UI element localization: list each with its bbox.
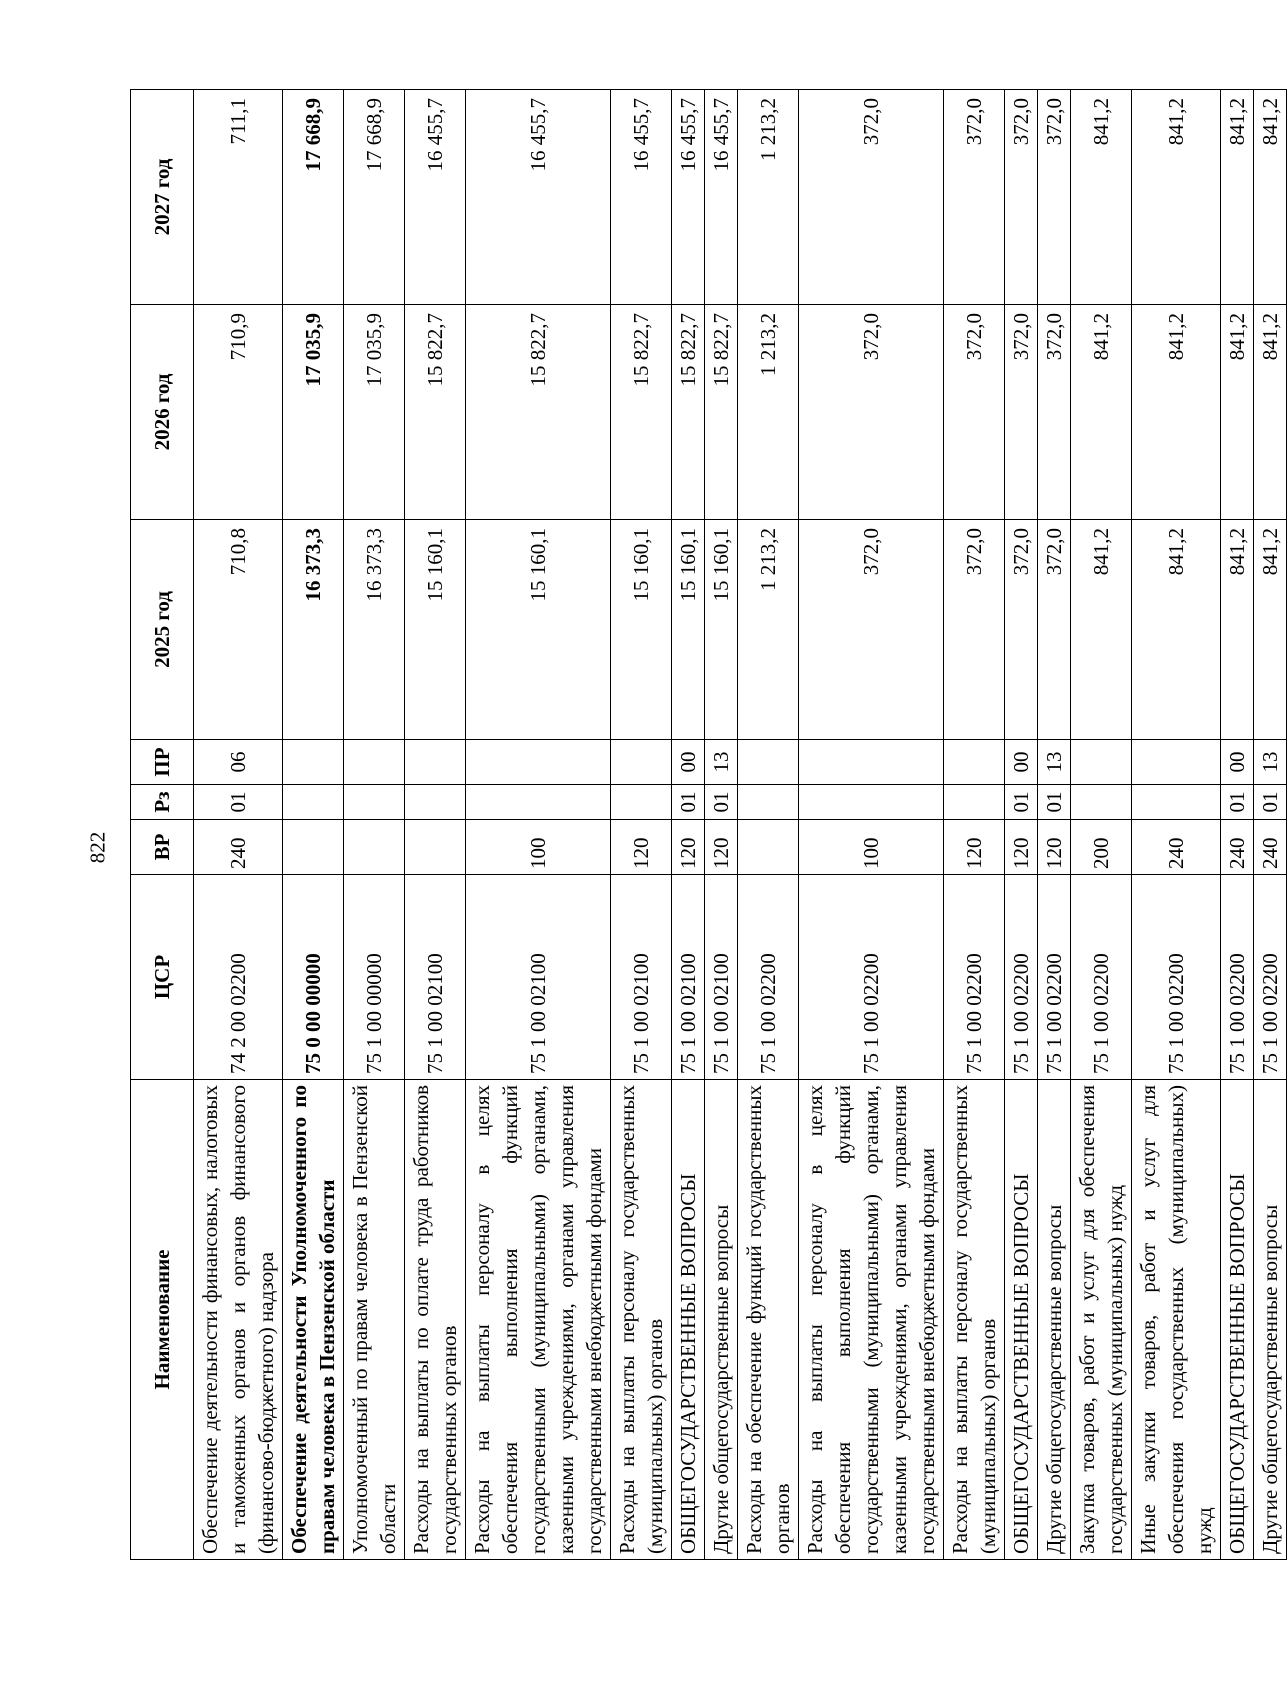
table-cell-2025: 372,0 <box>799 520 944 740</box>
table-cell-pr <box>405 740 466 785</box>
table-cell-csr: 75 1 00 02100 <box>466 875 611 1080</box>
table-cell-2026: 710,9 <box>194 305 283 520</box>
table-cell-vr: 240 <box>1254 820 1287 875</box>
table-cell-rz <box>799 785 944 820</box>
table-cell-name: Расходы на выплаты персоналу в целях обеспечения выполнения функций государственными (муниципальными) органами, казенными учреждениями, органами управления государственными внебюджетными фондами <box>466 1080 611 1560</box>
table-cell-name: Закупка товаров, работ и услуг для обеспечения государственных (муниципальных) нужд <box>1071 1080 1132 1560</box>
table-cell-2025: 710,8 <box>194 520 283 740</box>
table-cell-2027: 841,2 <box>1132 90 1221 305</box>
table-cell-2025: 15 160,1 <box>672 520 705 740</box>
table-cell-rz: 01 <box>1254 785 1287 820</box>
table-row <box>466 90 611 1560</box>
table-cell-2027: 16 455,7 <box>611 90 672 305</box>
table-cell-2027: 841,2 <box>1254 90 1287 305</box>
table-cell-pr <box>611 740 672 785</box>
table-cell-2026: 372,0 <box>799 305 944 520</box>
table-cell-pr <box>944 740 1005 785</box>
table-cell-rz: 01 <box>194 785 283 820</box>
column-header-pr: ПР <box>131 740 194 785</box>
table-cell-rz <box>738 785 799 820</box>
table-cell-2025: 372,0 <box>1005 520 1038 740</box>
table-cell-2026: 1 213,2 <box>738 305 799 520</box>
table-cell-vr: 120 <box>611 820 672 875</box>
table-cell-2026: 841,2 <box>1071 305 1132 520</box>
table-header-row <box>131 90 194 1560</box>
table-cell-rz <box>611 785 672 820</box>
table-cell-rz <box>944 785 1005 820</box>
table-cell-rz <box>1071 785 1132 820</box>
table-cell-2027: 16 455,7 <box>705 90 738 305</box>
table-cell-name: Расходы на обеспечение функций государственных органов <box>738 1080 799 1560</box>
table-cell-pr <box>283 740 344 785</box>
column-header-vr: ВР <box>131 820 194 875</box>
table-cell-rz: 01 <box>1038 785 1071 820</box>
table-cell-rz: 01 <box>1005 785 1038 820</box>
table-cell-name: Расходы на выплаты персоналу государственных (муниципальных) органов <box>611 1080 672 1560</box>
table-cell-csr: 75 1 00 02200 <box>1221 875 1254 1080</box>
table-cell-vr <box>283 820 344 875</box>
table-cell-name: ОБЩЕГОСУДАРСТВЕННЫЕ ВОПРОСЫ <box>672 1080 705 1560</box>
table-cell-rz <box>405 785 466 820</box>
table-cell-2025: 15 160,1 <box>466 520 611 740</box>
table-cell-vr: 120 <box>944 820 1005 875</box>
table-row <box>1071 90 1132 1560</box>
table-cell-2027: 16 455,7 <box>405 90 466 305</box>
table-cell-2027: 16 455,7 <box>466 90 611 305</box>
table-cell-pr <box>466 740 611 785</box>
table-cell-name: Расходы на выплаты по оплате труда работников государственных органов <box>405 1080 466 1560</box>
table-cell-rz: 01 <box>1221 785 1254 820</box>
table-cell-name: Обеспечение деятельности Уполномоченного по правам человека в Пензенской области <box>283 1080 344 1560</box>
table-cell-pr: 00 <box>1005 740 1038 785</box>
table-cell-csr: 75 0 00 00000 <box>283 875 344 1080</box>
table-cell-name: Обеспечение деятельности финансовых, налоговых и таможенных органов и органов финансового (финансово-бюджетного) надзора <box>194 1080 283 1560</box>
table-cell-2027: 841,2 <box>1071 90 1132 305</box>
table-cell-pr: 13 <box>1038 740 1071 785</box>
table-row <box>405 90 466 1560</box>
table-cell-2025: 16 373,3 <box>283 520 344 740</box>
table-cell-csr: 74 2 00 02200 <box>194 875 283 1080</box>
table-cell-name: Расходы на выплаты персоналу государственных (муниципальных) органов <box>944 1080 1005 1560</box>
table-cell-2025: 841,2 <box>1221 520 1254 740</box>
table-cell-vr <box>344 820 405 875</box>
table-cell-pr: 00 <box>672 740 705 785</box>
table-cell-rz: 01 <box>672 785 705 820</box>
table-cell-2025: 841,2 <box>1254 520 1287 740</box>
table-body <box>194 90 1287 1560</box>
column-header-csr: ЦСР <box>131 875 194 1080</box>
table-cell-2026: 17 035,9 <box>283 305 344 520</box>
budget-table <box>130 89 1287 1560</box>
table-row <box>799 90 944 1560</box>
table-cell-2026: 15 822,7 <box>705 305 738 520</box>
table-cell-csr: 75 1 00 02200 <box>1005 875 1038 1080</box>
table-row <box>1254 90 1287 1560</box>
table-cell-2025: 15 160,1 <box>705 520 738 740</box>
table-cell-csr: 75 1 00 02200 <box>944 875 1005 1080</box>
table-cell-2027: 372,0 <box>799 90 944 305</box>
table-cell-2027: 17 668,9 <box>283 90 344 305</box>
table-cell-csr: 75 1 00 02200 <box>738 875 799 1080</box>
table-cell-vr <box>738 820 799 875</box>
table-cell-2025: 15 160,1 <box>611 520 672 740</box>
table-cell-vr: 100 <box>466 820 611 875</box>
table-cell-rz <box>1132 785 1221 820</box>
table-cell-pr <box>799 740 944 785</box>
table-cell-pr: 13 <box>705 740 738 785</box>
column-header-rz: Рз <box>131 785 194 820</box>
table-cell-name: Расходы на выплаты персоналу в целях обеспечения выполнения функций государственными (муниципальными) органами, казенными учреждениями, органами управления государственными внебюджетными фондами <box>799 1080 944 1560</box>
table-cell-name: Другие общегосударственные вопросы <box>705 1080 738 1560</box>
table-cell-2025: 372,0 <box>944 520 1005 740</box>
table-cell-vr: 100 <box>799 820 944 875</box>
column-header-2026: 2026 год <box>131 305 194 520</box>
table-row <box>611 90 672 1560</box>
table-cell-vr: 120 <box>672 820 705 875</box>
table-cell-2025: 15 160,1 <box>405 520 466 740</box>
table-row <box>283 90 344 1560</box>
table-row <box>672 90 705 1560</box>
table-cell-2025: 1 213,2 <box>738 520 799 740</box>
table-cell-csr: 75 1 00 02100 <box>405 875 466 1080</box>
table-cell-csr: 75 1 00 02200 <box>1038 875 1071 1080</box>
table-row <box>1005 90 1038 1560</box>
table-cell-pr <box>344 740 405 785</box>
table-cell-name: ОБЩЕГОСУДАРСТВЕННЫЕ ВОПРОСЫ <box>1221 1080 1254 1560</box>
table-cell-csr: 75 1 00 02200 <box>1254 875 1287 1080</box>
table-cell-2025: 841,2 <box>1132 520 1221 740</box>
table-cell-pr <box>1132 740 1221 785</box>
table-cell-csr: 75 1 00 00000 <box>344 875 405 1080</box>
table-cell-pr <box>738 740 799 785</box>
table-cell-2025: 372,0 <box>1038 520 1071 740</box>
table-cell-2027: 372,0 <box>1038 90 1071 305</box>
table-row <box>1038 90 1071 1560</box>
table-cell-rz <box>466 785 611 820</box>
table-cell-pr: 13 <box>1254 740 1287 785</box>
table-row <box>1221 90 1254 1560</box>
table-cell-csr: 75 1 00 02100 <box>705 875 738 1080</box>
table-cell-rz <box>344 785 405 820</box>
table-cell-2026: 841,2 <box>1221 305 1254 520</box>
table-cell-csr: 75 1 00 02100 <box>672 875 705 1080</box>
table-cell-2027: 1 213,2 <box>738 90 799 305</box>
table-cell-csr: 75 1 00 02200 <box>1132 875 1221 1080</box>
table-cell-2026: 15 822,7 <box>405 305 466 520</box>
table-row <box>1132 90 1221 1560</box>
column-header-name: Наименование <box>131 1080 194 1560</box>
table-cell-2026: 17 035,9 <box>344 305 405 520</box>
page-number: 822 <box>85 831 110 864</box>
table-cell-2026: 15 822,7 <box>611 305 672 520</box>
table-row <box>738 90 799 1560</box>
table-cell-2026: 15 822,7 <box>466 305 611 520</box>
table-cell-2027: 372,0 <box>944 90 1005 305</box>
table-cell-pr: 00 <box>1221 740 1254 785</box>
table-cell-2026: 372,0 <box>1005 305 1038 520</box>
table-row <box>705 90 738 1560</box>
table-cell-2025: 16 373,3 <box>344 520 405 740</box>
table-cell-vr: 120 <box>1005 820 1038 875</box>
rotated-page-content <box>130 90 1282 1560</box>
table-cell-vr: 240 <box>194 820 283 875</box>
table-row <box>944 90 1005 1560</box>
table-cell-rz: 01 <box>705 785 738 820</box>
table-cell-2027: 841,2 <box>1221 90 1254 305</box>
table-row <box>194 90 283 1560</box>
table-cell-2027: 16 455,7 <box>672 90 705 305</box>
table-cell-name: Уполномоченный по правам человека в Пензенской области <box>344 1080 405 1560</box>
table-cell-2026: 841,2 <box>1132 305 1221 520</box>
table-cell-csr: 75 1 00 02200 <box>799 875 944 1080</box>
table-cell-2027: 372,0 <box>1005 90 1038 305</box>
table-cell-vr: 240 <box>1221 820 1254 875</box>
column-header-2025: 2025 год <box>131 520 194 740</box>
table-row <box>344 90 405 1560</box>
table-cell-pr <box>1071 740 1132 785</box>
table-cell-2025: 841,2 <box>1071 520 1132 740</box>
table-cell-name: Другие общегосударственные вопросы <box>1254 1080 1287 1560</box>
table-cell-2026: 372,0 <box>944 305 1005 520</box>
table-cell-2026: 372,0 <box>1038 305 1071 520</box>
table-cell-csr: 75 1 00 02100 <box>611 875 672 1080</box>
table-cell-vr: 120 <box>1038 820 1071 875</box>
table-cell-name: ОБЩЕГОСУДАРСТВЕННЫЕ ВОПРОСЫ <box>1005 1080 1038 1560</box>
table-cell-vr: 240 <box>1132 820 1221 875</box>
table-cell-2027: 711,1 <box>194 90 283 305</box>
table-cell-vr: 200 <box>1071 820 1132 875</box>
table-cell-vr: 120 <box>705 820 738 875</box>
table-cell-name: Другие общегосударственные вопросы <box>1038 1080 1071 1560</box>
table-cell-2026: 841,2 <box>1254 305 1287 520</box>
table-cell-2027: 17 668,9 <box>344 90 405 305</box>
table-cell-rz <box>283 785 344 820</box>
table-cell-vr <box>405 820 466 875</box>
table-cell-csr: 75 1 00 02200 <box>1071 875 1132 1080</box>
table-cell-pr: 06 <box>194 740 283 785</box>
column-header-2027: 2027 год <box>131 90 194 305</box>
table-cell-2026: 15 822,7 <box>672 305 705 520</box>
table-cell-name: Иные закупки товаров, работ и услуг для обеспечения государственных (муниципальных) нужд <box>1132 1080 1221 1560</box>
